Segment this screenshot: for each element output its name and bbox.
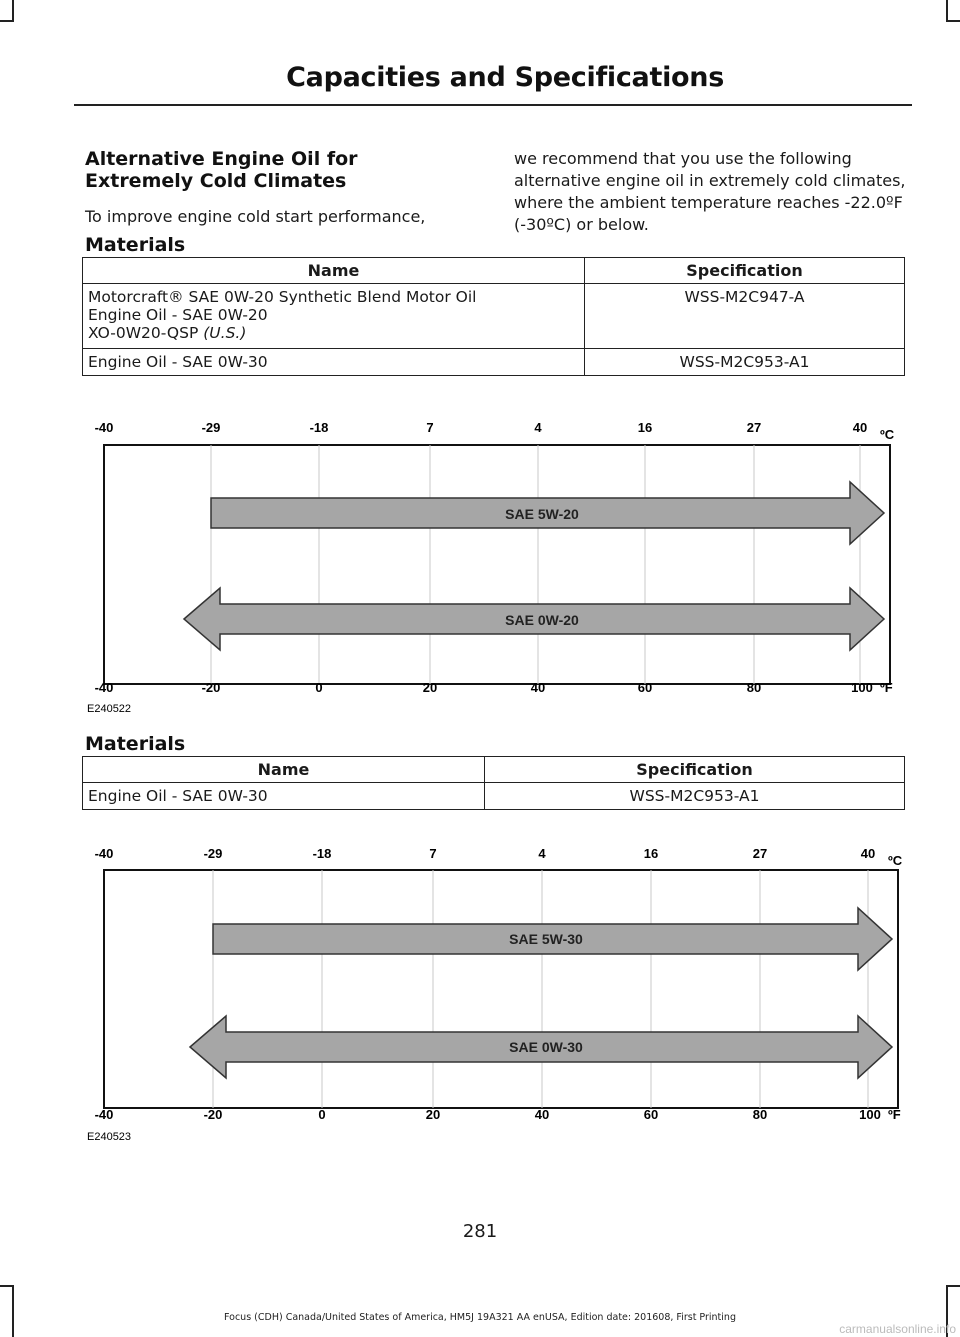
specification-cell: WSS-M2C953-A1: [585, 349, 905, 376]
name-cell: Engine Oil - SAE 0W-30: [83, 349, 585, 376]
table-row: [83, 284, 905, 349]
table-row: [83, 783, 905, 810]
materials-table: [82, 257, 905, 376]
celsius-tick-label: 40: [860, 846, 876, 861]
fahrenheit-tick-label: -40: [94, 1107, 114, 1122]
crop-mark: [946, 0, 948, 22]
celsius-tick-label: -18: [309, 420, 329, 435]
celsius-unit: ºC: [888, 853, 903, 868]
fahrenheit-tick-label: 80: [746, 680, 762, 695]
celsius-tick-label: -40: [94, 420, 114, 435]
page-number: 281: [462, 1221, 498, 1242]
celsius-tick-label: -29: [203, 846, 223, 861]
celsius-tick-label: -29: [201, 420, 221, 435]
fahrenheit-tick-label: 80: [752, 1107, 768, 1122]
table-header-row: [83, 757, 905, 783]
section-heading: [85, 148, 485, 192]
intro-text-left: To improve engine cold start performance,: [85, 207, 426, 226]
celsius-tick-label: 7: [429, 846, 437, 861]
watermark: carmanualsonline.info: [839, 1322, 956, 1336]
fahrenheit-tick-label: 100: [859, 1107, 881, 1122]
fahrenheit-unit: ºF: [888, 1107, 901, 1122]
arrow-label: SAE 0W-20: [505, 612, 579, 628]
column-header-specification: Specification: [485, 757, 905, 783]
celsius-tick-label: 4: [534, 420, 542, 435]
name-cell: [83, 284, 585, 349]
fahrenheit-tick-label: -20: [201, 680, 221, 695]
fahrenheit-tick-label: 60: [637, 680, 653, 695]
crop-mark: [946, 20, 960, 22]
fahrenheit-tick-label: 20: [425, 1107, 441, 1122]
celsius-tick-label: -40: [94, 846, 114, 861]
fahrenheit-tick-label: -40: [94, 680, 114, 695]
figure-id: E240522: [87, 703, 132, 715]
fahrenheit-tick-label: 60: [643, 1107, 659, 1122]
crop-mark: [0, 1285, 14, 1287]
arrow-label: SAE 0W-30: [509, 1039, 583, 1055]
celsius-unit: ºC: [880, 427, 895, 442]
materials-label: Materials: [85, 234, 186, 256]
intro-text-right: we recommend that you use the following alternative engine oil in extremely cold climates, where the ambient temperature reaches -22.0ºF (-30ºC) or below.: [514, 149, 906, 234]
fahrenheit-unit: ºF: [880, 680, 893, 695]
celsius-tick-label: 16: [637, 420, 653, 435]
footer-text: Focus (CDH) Canada/United States of America, HM5J 19A321 AA enUSA, Edition date: 201608, First Printing: [224, 1312, 736, 1323]
crop-mark: [12, 0, 14, 22]
column-header-specification: Specification: [585, 258, 905, 284]
fahrenheit-tick-label: 0: [318, 1107, 326, 1122]
name-line: [88, 324, 579, 342]
celsius-tick-label: 4: [538, 846, 546, 861]
fahrenheit-tick-label: 20: [422, 680, 438, 695]
specification-cell: WSS-M2C953-A1: [485, 783, 905, 810]
celsius-tick-label: 40: [852, 420, 868, 435]
specification-cell: WSS-M2C947-A: [585, 284, 905, 349]
column-header-name: Name: [83, 258, 585, 284]
section-heading-line1: Alternative Engine Oil for: [85, 148, 358, 170]
fahrenheit-axis: [95, 1107, 901, 1122]
oil-viscosity-chart-1: [80, 412, 910, 717]
name-line: Motorcraft® SAE 0W-20 Synthetic Blend Motor Oil: [88, 288, 477, 306]
fahrenheit-tick-label: 40: [534, 1107, 550, 1122]
crop-mark: [0, 20, 14, 22]
figure-id: E240523: [87, 1131, 132, 1143]
crop-mark: [946, 1285, 960, 1287]
name-cell: Engine Oil - SAE 0W-30: [83, 783, 485, 810]
arrow-label: SAE 5W-20: [505, 506, 579, 522]
celsius-tick-label: -18: [312, 846, 332, 861]
section-heading-line2: Extremely Cold Climates: [85, 170, 347, 192]
materials-label: Materials: [85, 733, 186, 755]
celsius-axis: [95, 420, 895, 442]
celsius-tick-label: 7: [426, 420, 434, 435]
table-header-row: [83, 258, 905, 284]
arrow-label: SAE 5W-30: [509, 931, 583, 947]
fahrenheit-tick-label: -20: [203, 1107, 223, 1122]
page-title: Capacities and Specifications: [286, 62, 724, 93]
part-number: XO-0W20-QSP: [88, 324, 199, 342]
chart-frame: [104, 445, 890, 684]
header-rule: [74, 104, 912, 106]
materials-table: [82, 756, 905, 810]
fahrenheit-tick-label: 40: [530, 680, 546, 695]
name-line: Engine Oil - SAE 0W-20: [88, 306, 268, 324]
fahrenheit-tick-label: 100: [851, 680, 873, 695]
celsius-tick-label: 27: [746, 420, 762, 435]
celsius-tick-label: 27: [752, 846, 768, 861]
celsius-tick-label: 16: [643, 846, 659, 861]
column-header-name: Name: [83, 757, 485, 783]
table-row: [83, 349, 905, 376]
oil-viscosity-chart-2: [80, 838, 910, 1144]
celsius-axis: [95, 846, 903, 868]
region-note: (U.S.): [203, 324, 247, 342]
fahrenheit-tick-label: 0: [315, 680, 323, 695]
